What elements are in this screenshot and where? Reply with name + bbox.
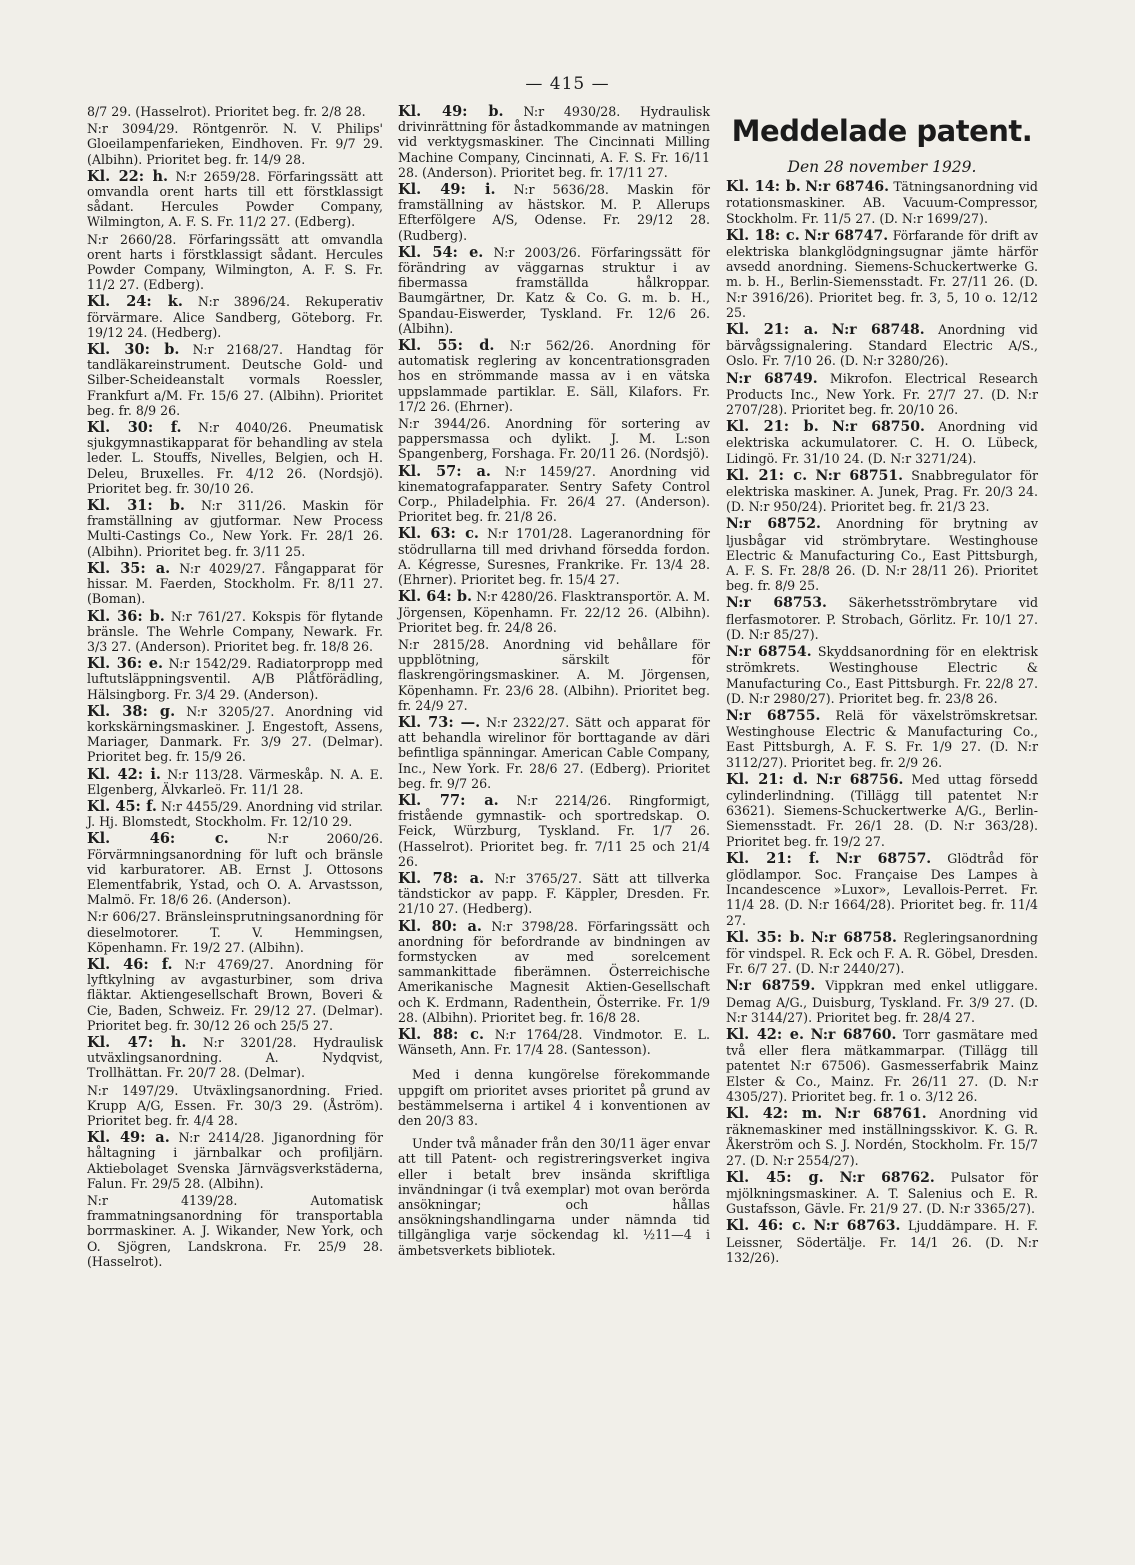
patent-number: N:r 68763. [813,1218,901,1235]
entry-text: N:r 2322/27. Sätt och apparat för att behandla wirelinor för borttagande av däri befintliga spänningar. American Cable Company, Inc., New York. Fr. 28/6 27. (Edberg). Prioritet beg. fr. 9/7 26. [398,714,710,791]
patent-number: N:r 68750. [832,419,925,436]
entry-text: Snabbregulator för elektriska maskiner. A. Junek, Prag. Fr. 20/3 24. (D. N:r 950/24). Prioritet beg. fr. 21/3 23. [726,467,1038,515]
patent-number: N:r 68752. [726,516,821,533]
entry-text: N:r 3896/24. Rekuperativ förvärmare. Alice Sandberg, Göteborg. Fr. 19/12 24. (Hedberg). [87,294,383,340]
notice-paragraph: Under två månader från den 30/11 äger envar att till Patent- och registreringsverket ingiva eller i betalt brev insända skriftliga invändningar (i två exemplar) mot ovan berörda ansökningar; och hållas ansökningshandlingarna under nämnda tid tillgängliga varje söckendag kl. ½11—4 i ämbetsverkets bibliotek. [398,1136,710,1258]
class-label: Kl. 47: h. [87,1033,187,1051]
entry-text: N:r 113/28. Värmeskåp. N. A. E. Elgenberg, Älvkarleö. Fr. 11/1 28. [87,766,383,797]
entry-text: N:r 1497/29. Utväxlingsanordning. Fried. Krupp A/G, Essen. Fr. 30/3 29. (Åström). Prioritet beg. fr. 4/4 28. [87,1082,383,1128]
class-label: Kl. 80: a. [398,917,482,935]
patent-entry [726,1170,1038,1217]
class-label: Kl. 55: d. [398,337,495,355]
patent-number: N:r 68759. [726,978,816,995]
entry-text: N:r 2660/28. Förfaringssätt att omvandla orent harts i förstklassigt sådant. Hercules Powder Company, Wilmington, A. F. S. Fr. 11/2 27. (Edberg). [87,231,383,293]
patent-entry [398,245,710,336]
patent-entry [398,919,710,1025]
patent-number: N:r 68758. [811,929,897,946]
section-title-meddelade-patent: Meddelade patent. [731,114,1033,148]
patent-entry [87,498,383,559]
entry-text: N:r 2168/27. Handtag för tandläkareinstrument. Deutsche Gold- und Silber-Scheideanstalt vormals Roessler, Frankfurt a/M. Fr. 15/6 27. (Albihn). Prioritet beg. fr. 8/9 26. [87,342,383,418]
patent-entry [87,232,383,293]
entry-text: Ljuddämpare. H. F. Leissner, Södertälje. Fr. 14/1 26. (D. N:r 132/26). [726,1218,1038,1265]
class-label: Kl. 73: —. [398,713,481,731]
patent-number: N:r 68753. [726,595,827,612]
class-label: Kl. 35: b. [726,928,805,946]
patent-entry [87,767,383,797]
class-label: Kl. 78: a. [398,869,485,887]
class-label: Kl. 42: m. [726,1104,823,1122]
class-label: Kl. 57: a. [398,462,491,480]
entry-text: N:r 2659/28. Förfaringssätt att omvandla orent harts till ett förstklassigt sådant. Hercules Powder Company, Wilmington, A. F. S. Fr. 11/2 27. (Edberg). [87,168,383,230]
entry-text: N:r 3798/28. Förfaringssätt och anordning för befordrande av bindningen av formstycken av med sorelcement sammankittade fiberämnen. Österreichische Amerikanische Magnesit Aktien-Gesellschaft och K. Erdmann, Radenthein, Österrike. Fr. 1/9 28. (Albihn). Prioritet beg. fr. 16/8 28. [398,918,711,1025]
patent-entry [398,464,710,525]
entry-text: N:r 4769/27. Anordning för lyftkylning av avgasturbiner, som driva fläktar. Aktiengesellschaft Brown, Boveri & Cie, Baden, Schweiz. Fr. 29/12 27. (Delmar). Prioritet beg. fr. 30/12 26 och 25/5 27. [87,956,383,1033]
entry-text: N:r 1764/28. Vindmotor. E. L. Wänseth, Ann. Fr. 17/4 28. (Santesson). [398,1026,710,1058]
patent-number: N:r 68748. [831,322,925,339]
patent-number: N:r 68747. [804,227,889,244]
patent-entry [87,1083,383,1129]
class-label: Kl. 38: g. [87,702,176,720]
entry-text: N:r 4029/27. Fångapparat för hissar. M. Faerden, Stockholm. Fr. 8/11 27. (Boman). [87,560,383,607]
patent-entry [87,656,383,702]
class-label: Kl. 46: c. [726,1217,806,1235]
entry-text: Anordning vid elektriska ackumulatorer. C. H. O. Lübeck, Lidingö. Fr. 31/10 24. (D. N:r 3271/24). [726,419,1038,466]
class-label: Kl. 36: b. [87,607,165,625]
entry-text: N:r 311/26. Maskin för framställning av gjutformar. New Process Multi-Castings Co., New York. Fr. 28/1 26. (Albihn). Prioritet beg. fr. 3/11 25. [87,498,383,559]
patent-number: N:r 68762. [839,1169,935,1186]
class-label: Kl. 49: b. [398,103,504,120]
patent-entry [87,104,383,119]
class-label: Kl. 18: c. [726,226,800,244]
class-label: Kl. 21: d. [726,770,809,788]
entry-text: N:r 1542/29. Radiatorpropp med luftutsläppningsventil. A/B Plåtförädling, Hälsingborg. Fr. 3/4 29. (Anderson). [87,656,383,702]
patent-entry [87,1035,383,1081]
patent-entry [87,561,383,607]
patent-entry [726,930,1038,977]
class-label: Kl. 21: f. [726,849,820,867]
patent-number: N:r 68754. [726,644,812,661]
entry-text: N:r 2414/28. Jiganordning för håltagning i järnbalkar och profiljärn. Aktiebolaget Svenska Järnvägsverkstäderna, Falun. Fr. 29/5 28. (Albihn). [87,1130,383,1191]
entry-text: N:r 2060/26. Förvärmningsanordning för luft och bränsle vid karburatorer. AB. Ernst J. Ottosons Elementfabrik, Ystad, och O. A. Arvastsson, Malmö. Fr. 18/6 26. (Anderson). [87,831,383,908]
entry-text: N:r 4455/29. Anordning vid strilar. J. Hj. Blomstedt, Stockholm. Fr. 12/10 29. [87,798,383,830]
patent-number: N:r 68751. [815,467,903,484]
entry-text: Glödtråd för glödlampor. Soc. Française Des Lampes à Incandescence »Luxor», Levallois-Perret. Fr. 11/4 28. (D. N:r 1664/28). Prioritet beg. fr. 11/4 27. [726,850,1039,928]
patent-entry [726,228,1038,320]
patent-entry [87,1193,383,1269]
entry-text: N:r 2214/26. Ringformigt, fristående gymnastik- och sportredskap. O. Feick, Würzburg, Tyskland. Fr. 1/7 26. (Hasselrot). Prioritet beg. fr. 7/11 25 och 21/4 26. [398,792,710,869]
class-label: Kl. 88: c. [398,1025,485,1043]
entry-text: N:r 562/26. Anordning för automatisk reglering av koncentrationsgraden hos en strömmande massa av i en vätska uppslammade partiklar. E. Säll, Kilafors. Fr. 17/2 26. (Ehrner). [398,338,710,414]
entry-text: Mikrofon. Electrical Research Products Inc., New York. Fr. 27/7 27. (D. N:r 2707/28). Prioritet beg. fr. 20/10 26. [726,370,1038,418]
entry-text: N:r 4040/26. Pneumatisk sjukgymnastikapparat för behandling av stela leder. L. Stouffs, Nivelles, Belgien, och H. Deleu, Bruxelles. Fr. 4/12 26. (Nordsjö). Prioritet beg. fr. 30/10 26. [87,420,383,496]
patent-entry [87,420,383,496]
patent-entry [398,589,710,635]
patent-entry [87,1130,383,1191]
entry-text: N:r 761/27. Kokspis för flytande bränsle. The Wehrle Company, Newark. Fr. 3/3 27. (Anderson). Prioritet beg. fr. 18/8 26. [87,608,383,654]
class-label: Kl. 30: b. [87,341,180,359]
patent-number: N:r 68760. [810,1026,897,1043]
entry-text: Skyddsanordning för en elektrisk strömkrets. Westinghouse Electric & Manufacturing Co., East Pittsburgh. Fr. 22/8 27. (D. N:r 2980/27). Prioritet beg. fr. 23/8 26. [726,644,1038,706]
patent-entry [726,322,1038,369]
entry-text: Vippkran med enkel utliggare. Demag A/G., Duisburg, Tyskland. Fr. 3/9 27. (D. N:r 3144/27). Prioritet beg. fr. 28/4 27. [726,978,1038,1025]
entry-text: Säkerhetsströmbrytare vid flerfasmotorer. P. Strobach, Görlitz. Fr. 10/1 27. (D. N:r 85/27). [726,595,1039,642]
entry-text: Torr gasmätare med två eller flera mätkammarpar. (Tillägg till patentet N:r 67506). Gasmesserfabrik Mainz Elster & Co., Mainz. Fr. 26/11 27. (D. N:r 4305/27). Prioritet beg. fr. 1 o. 3/12 26. [726,1026,1038,1104]
entry-text: N:r 2815/28. Anordning vid behållare för uppblötning, särskilt för flaskrengöringsmaskiner. A. M. Jörgensen, Köpenhamn. Fr. 23/6 28. (Albihn). Prioritet beg. fr. 24/9 27. [398,636,710,713]
patent-number: N:r 68755. [726,707,821,724]
class-label: Kl. 21: a. [726,321,819,339]
page-number: — 415 — [525,74,610,94]
entry-text: N:r 4280/26. Flasktransportör. A. M. Jörgensen, Köpenhamn. Fr. 22/12 26. (Albihn). Prioritet beg. fr. 24/8 26. [398,589,710,635]
patent-entry [726,419,1038,466]
patent-entry [726,1027,1038,1104]
notice-block [398,1067,710,1257]
patent-entry [87,342,383,418]
column-right-granted-patents [726,104,1038,1267]
patent-entry [726,1218,1038,1265]
entry-text: N:r 3205/27. Anordning vid korkskärningsmaskiner. J. Engestoft, Assens, Mariager, Danmark. Fr. 3/9 27. (Delmar). Prioritet beg. fr. 15/9 26. [87,703,383,765]
entry-text: Anordning vid räknemaskiner med inställningsskivor. K. G. R. Åkerström och S. J. Nordén, Stockholm. Fr. 15/7 27. (D. N:r 2554/27). [726,1105,1038,1168]
patent-entry [87,121,383,167]
class-label: Kl. 46: f. [87,955,173,973]
patent-entry [398,637,710,713]
patent-entry [87,294,383,340]
class-label: Kl. 54: e. [398,243,484,261]
class-label: Kl. 46: c. [87,830,229,848]
patent-entry [726,772,1038,849]
entry-text: N:r 606/27. Bränsleinsprutningsanordning för dieselmotorer. T. V. Hemmingsen, Köpenhamn. Fr. 19/2 27. (Albihn). [87,909,383,955]
patent-entry [398,871,710,917]
class-label: Kl. 63: c. [398,525,479,543]
class-label: Kl. 45: f. [87,797,157,815]
column-left-applications [87,104,383,1271]
section-date: Den 28 november 1929. [787,158,977,176]
entry-text: Regleringsanordning för vindspel. R. Eck och F. A. R. Göbel, Dresden. Fr. 6/7 27. (D. N:r 2440/27). [726,929,1038,977]
patent-entry [726,516,1038,593]
patent-entry [87,609,383,655]
patent-entry [726,468,1038,515]
entry-text: N:r 4930/28. Hydraulisk drivinrättning för åstadkommande av matningen vid verktygsmaskiner. The Cincinnati Milling Machine Company, Cincinnati, A. F. S. Fr. 16/11 28. (Anderson). Prioritet beg. fr. 17/11 27. [398,104,710,180]
patent-entry [87,169,383,230]
patent-entry [726,644,1038,706]
patent-entry [87,704,383,765]
entry-text: 8/7 29. (Hasselrot). Prioritet beg. fr. 2/8 28. [87,104,366,119]
class-label: Kl. 24: k. [87,293,183,311]
entry-text: Anordning för brytning av ljusbågar vid strömbrytare. Westinghouse Electric & Manufacturing Co., East Pittsburgh, A. F. S. Fr. 28/8 26. (D. N:r 28/11 26). Prioritet beg. fr. 8/9 25. [726,516,1038,594]
entry-text: Anordning vid bärvågssignalering. Standard Electric A/S., Oslo. Fr. 7/10 26. (D. N:r 3280/26). [726,322,1038,369]
entry-text: N:r 3201/28. Hydraulisk utväxlingsanordning. A. Nydqvist, Trollhättan. Fr. 20/7 28. (Delmar). [87,1034,383,1081]
class-label: Kl. 42: i. [87,765,161,783]
patent-entry [87,957,383,1033]
class-label: Kl. 49: a. [87,1129,170,1147]
class-label: Kl. 49: i. [398,181,496,199]
entry-text: N:r 3944/26. Anordning för sortering av pappersmassa och dylikt. J. M. L:son Spangenberg, Forshaga. Fr. 20/11 26. (Nordsjö). [398,416,710,462]
patent-entry [398,526,710,587]
patent-entry [398,715,710,791]
entry-text: N:r 4139/28. Automatisk frammatningsanordning för transportabla borrmaskiner. A. J. Wikander, New York, och O. Sjögren, Landskrona. Fr. 25/9 28. (Hasselrot). [87,1193,383,1269]
entry-text: Förfarande för drift av elektriska blankglödgningsugnar jämte härför avsedd anordning. Siemens-Schuckertwerke G. m. b. H., Berlin-Siemensstadt. Fr. 27/11 26. (D. N:r 3916/26). Prioritet beg. fr. 3, 5, 10 o. 12/12 25. [726,227,1039,320]
class-label: Kl. 14: b. [726,178,801,196]
class-label: Kl. 77: a. [398,791,499,809]
patent-entry [87,909,383,955]
class-label: Kl. 45: g. [726,1168,824,1186]
entry-text: N:r 1701/28. Lageranordning för stödrullarna till med drivhand försedda fordon. A. Kégresse, Suresnes, Frankrike. Fr. 13/4 28. (Ehrner). Prioritet beg. fr. 15/4 27. [398,526,710,588]
patent-entry [726,179,1038,226]
class-label: Kl. 42: e. [726,1025,805,1043]
entry-text: N:r 5636/28. Maskin för framställning av hästskor. M. P. Allerups Efterfölgere A/S, Odense. Fr. 29/12 28. (Rudberg). [398,182,710,243]
patent-entry [398,416,710,462]
class-label: Kl. 36: e. [87,655,164,673]
patent-entry [726,371,1038,418]
patent-entry [726,708,1038,770]
patent-entry [398,793,710,869]
patent-entry [398,182,710,243]
patent-number: N:r 68746. [805,179,889,196]
entry-text: Med uttag försedd cylinderlindning. (Tillägg till patentet N:r 63621). Siemens-Schuckertwerke A/G., Berlin-Siemensstadt. Fr. 26/1 28. (D. N:r 363/28). Prioritet beg. fr. 19/2 27. [726,771,1038,849]
entry-text: N:r 1459/27. Anordning vid kinematografapparater. Sentry Safety Control Corp., Philadelphia. Fr. 26/4 27. (Anderson). Prioritet beg. fr. 21/8 26. [398,463,710,525]
class-label: Kl. 21: b. [726,418,819,436]
patent-number: N:r 68756. [816,771,904,788]
entry-text: Tätningsanordning vid rotationsmaskiner. AB. Vacuum-Compressor, Stockholm. Fr. 11/5 27. (D. N:r 1699/27). [726,179,1038,226]
entry-text: N:r 3765/27. Sätt att tillverka tändstickor av papp. F. Käppler, Dresden. Fr. 21/10 27. (Hedberg). [398,870,710,917]
class-label: Kl. 30: f. [87,419,182,437]
column-middle-applications [398,104,710,1266]
patent-entry [398,1027,710,1057]
patent-entry [398,338,710,414]
patent-number: N:r 68761. [834,1105,927,1122]
entry-text: Pulsator för mjölkningsmaskiner. A. T. Salenius och E. R. Gustafsson, Gävle. Fr. 21/9 27. (D. N:r 3365/27). [726,1169,1039,1217]
patent-entry [87,831,383,907]
entry-text: N:r 2003/26. Förfaringssätt för förändring av väggarnas struktur i av fibermassa framställda hålkroppar. Baumgärtner, Dr. Katz & Co. G. m. b. H., Spandau-Eiswerder, Tyskland. Fr. 12/6 26. (Albihn). [398,244,710,336]
patent-entry [726,595,1038,642]
class-label: Kl. 31: b. [87,497,185,515]
class-label: Kl. 35: a. [87,559,171,577]
patent-entry [87,799,383,829]
entry-text: Relä för växelströmskretsar. Westinghouse Electric & Manufacturing Co., East Pittsburgh, A. F. S. Fr. 1/9 27. (D. N:r 3112/27). Prioritet beg. fr. 2/9 26. [726,707,1038,770]
class-label: Kl. 21: c. [726,466,808,484]
patent-entry [726,851,1038,928]
patent-number: N:r 68757. [835,850,932,867]
patent-entry [726,978,1038,1025]
patent-entry [726,1106,1038,1168]
entry-text: N:r 3094/29. Röntgenrör. N. V. Philips' Gloeilampenfarieken, Eindhoven. Fr. 9/7 29. (Albihn). Prioritet beg. fr. 14/9 28. [87,121,383,167]
patent-number: N:r 68749. [726,370,818,387]
class-label: Kl. 22: h. [87,167,169,185]
class-label: Kl. 64: b. [398,588,473,606]
patent-entry [398,104,710,180]
notice-paragraph: Med i denna kungörelse förekommande uppgift om prioritet avses prioritet på grund av bestämmelserna i artikel 4 i konventionen av den 20/3 83. [398,1067,710,1128]
